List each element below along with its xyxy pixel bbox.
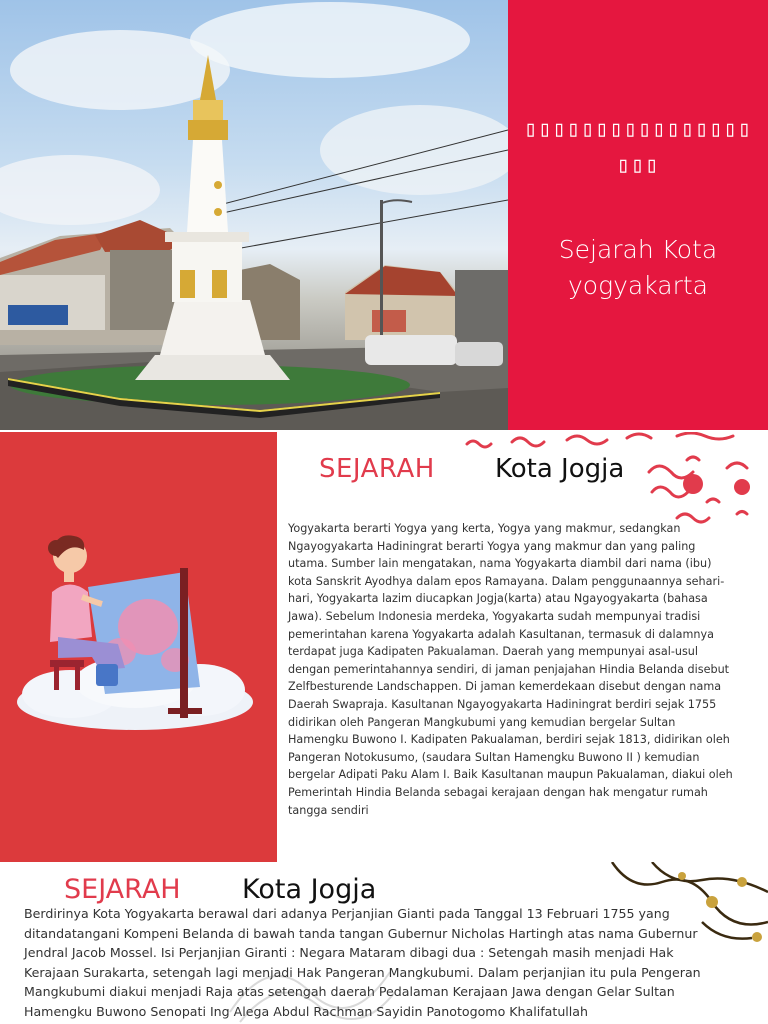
- sejarah-section-1: [0, 432, 768, 862]
- tugu-monument-illustration: [0, 0, 508, 430]
- batik-artisan-illustration: [0, 432, 277, 862]
- section2-title: SEJARAH: [64, 874, 181, 905]
- section2-body: Berdirinya Kota Yogyakarta berawal dari adanya Perjanjian Gianti pada Tanggal 13 Februari 1755 yang ditandatangani Kompeni Belanda di bawah tanda tangan Gubernur Nicholas Hartingh atas nama Gubernur Jendral Jacob Mossel. Isi Perjanjian Giranti : Negara Mataram dibagi dua : Setengah masih menjadi Hak Kerajaan Surakarta, setengah lagi menjadi Hak Pangeran Mangkubumi. Dalam perjanjian itu pula Pengeran Mangkubumi diakui menjadi Raja atas setengah daerah Pedalaman Kerajaan Jawa dengan Gelar Sultan Hamengku Buwono Senopati Ing Alega Abdul Rachman Sayidin Panotogomo Khalifatullah: [24, 906, 701, 1019]
- hero-title-line2: yogyakarta: [568, 271, 708, 300]
- section1-title: SEJARAH: [319, 454, 435, 484]
- section1-body: Yogyakarta berarti Yogya yang kerta, Yogya yang makmur, sedangkan Ngayogyakarta Hadiningrat berarti Yogya yang makmur dan yang paling utama. Sumber lain mengatakan, nama Yogyakarta diambil dari nama (ibu) kota Sanskrit Ayodhya dalam epos Ramayana. Dalam penggunaannya sehari-hari, Yogyakarta lazim diucapkan Jogja(karta) atau Ngayogyakarta (bahasa Jawa). Sebelum Indonesia merdeka, Yogyakarta sudah mempunyai tradisi pemerintahan karena Yogyakarta adalah Kasultanan, termasuk di dalamnya terdapat juga Kadipaten Pakualaman. Daerah yang mempunyai asal-usul dengan pemerintahannya sendiri, di jaman penjajahan Hindia Belanda disebut Zelfbesturende Landschappen. Di jaman kemerdekaan disebut dengan nama Daerah Swapraja. Kasultanan Ngayogyakarta Hadiningrat berdiri sejak 1755 didirikan oleh Pangeran Mangkubumi yang kemudian bergelar Sultan Hamengku Buwono I. Kadipaten Pakualaman, berdiri sejak 1813, didirikan oleh Pangeran Notokusumo, (saudara Sultan Hamengku Buwono II ) kemudian bergelar Adipati Paku Alam I. Baik Kasultanan maupun Pakualaman, diakui oleh Pemerintah Hindia Belanda sebagai kerajaan dengan hak mengatur rumah tangga sendiri: [288, 522, 733, 817]
- hero-placeholder-text: ▯▯▯▯▯▯▯▯▯▯▯▯▯▯▯▯▯▯▯: [524, 117, 752, 178]
- sejarah-section-2: [0, 862, 768, 1024]
- section2-subtitle: Kota Jogja: [242, 874, 377, 905]
- hero-title-line1: Sejarah Kota: [558, 235, 718, 264]
- hero-title-panel: [508, 0, 768, 430]
- hero-section: [0, 0, 768, 430]
- tugu-jogja-photo: [0, 0, 508, 430]
- sejarah-text-panel: [277, 432, 768, 862]
- hero-title: [508, 232, 768, 304]
- section1-subtitle: Kota Jogja: [495, 454, 625, 484]
- batik-illustration-panel: [0, 432, 277, 862]
